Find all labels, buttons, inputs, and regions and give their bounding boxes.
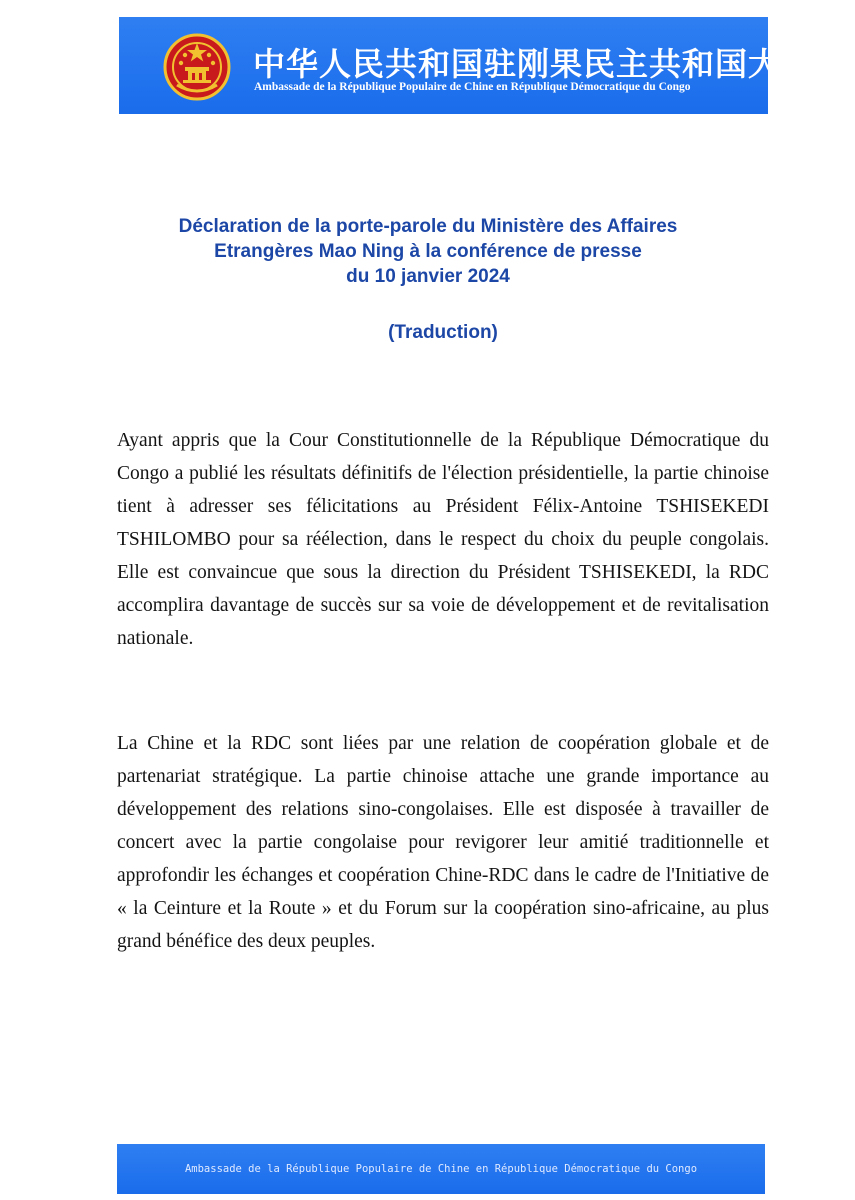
title-line: du 10 janvier 2024 bbox=[346, 266, 510, 287]
footer-text: Ambassade de la République Populaire de Chine en République Démocratique du Congo bbox=[184, 1163, 698, 1175]
embassy-title-chinese: 中华人民共和国驻刚果民主共和国大使馆 bbox=[253, 45, 848, 83]
paragraph-2: La Chine et la RDC sont liées par une relation de coopération globale et de partenariat stratégique. La partie chinoise attache une grande importance au développement des relations sino-congolaises. Elle est disposée à travailler de concert avec la partie congolaise pour revigorer leur amitié traditionnelle et approfondir les échanges et coopération Chine-RDC dans le cadre de l'Initiative de « la Ceinture et la Route » et du Forum sur la coopération sino-africaine, au plus grand bénéfice des deux peuples. bbox=[117, 733, 769, 952]
embassy-title-french: Ambassade de la République Populaire de Chine en République Démocratique du Congo bbox=[254, 81, 691, 93]
title-line: Etrangères Mao Ning à la conférence de presse bbox=[214, 241, 642, 262]
title-line: Déclaration de la porte-parole du Ministère des Affaires bbox=[178, 216, 678, 237]
footer-banner bbox=[117, 1144, 765, 1194]
document-title bbox=[100, 214, 756, 289]
document-subtitle: (Traduction) bbox=[388, 322, 498, 343]
paragraph-1: Ayant appris que la Cour Constitutionnelle de la République Démocratique du Congo a publié les résultats définitifs de l'élection présidentielle, la partie chinoise tient à adresser ses félicitations au Président Félix-Antoine TSHISEKEDI TSHILOMBO pour sa réélection, dans le respect du choix du peuple congolais. Elle est convaincue que sous la direction du Président TSHISEKEDI, la RDC accomplira davantage de succès sur sa voie de développement et de revitalisation nationale. bbox=[117, 430, 769, 649]
national-emblem-icon bbox=[163, 33, 231, 101]
header-banner bbox=[119, 17, 848, 114]
